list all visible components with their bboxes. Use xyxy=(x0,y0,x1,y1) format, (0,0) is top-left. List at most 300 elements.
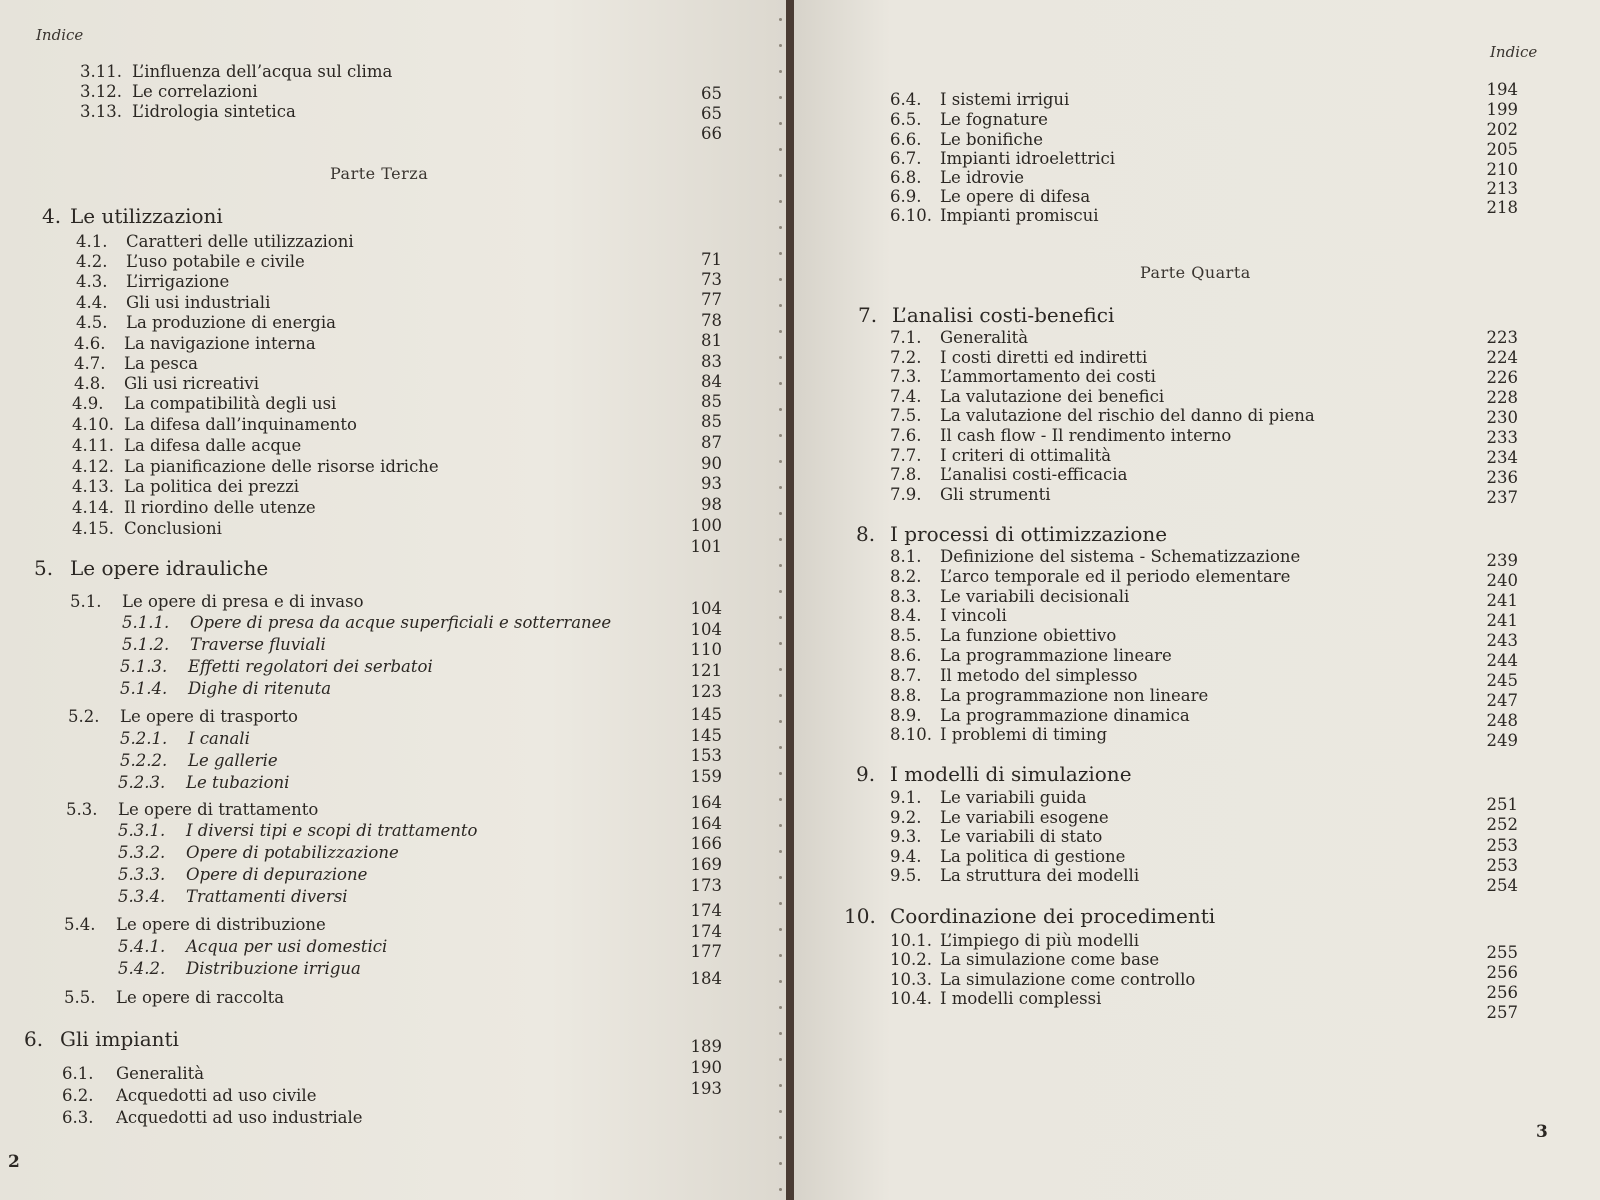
entry-title: La funzione obiettivo xyxy=(940,626,1117,645)
entry-title: Le variabili di stato xyxy=(940,827,1103,846)
entry-title: Impianti idroelettrici xyxy=(940,149,1116,168)
binding-hole xyxy=(779,226,782,229)
page-number: 85 xyxy=(701,412,722,431)
entry-number: 8. xyxy=(856,522,876,546)
binding-hole xyxy=(779,902,782,905)
page-number: 73 xyxy=(701,270,722,289)
section-entry xyxy=(76,272,229,292)
binding-hole xyxy=(779,798,782,801)
entry-number: 8.3. xyxy=(890,587,922,606)
section-entry xyxy=(890,989,1101,1009)
page-number: 210 xyxy=(1486,160,1518,179)
entry-title: Le opere di trattamento xyxy=(118,800,319,819)
page-number: 66 xyxy=(701,124,722,143)
page-number: 104 xyxy=(690,599,722,618)
page-number: 249 xyxy=(1486,731,1518,750)
entry-title: Trattamenti diversi xyxy=(186,887,348,906)
binding-hole xyxy=(779,408,782,411)
page-number: 241 xyxy=(1486,591,1518,610)
entry-number: 6.5. xyxy=(890,110,922,129)
subsection-entry xyxy=(118,887,348,907)
section-entry xyxy=(62,1108,363,1128)
page-number: 189 xyxy=(690,1037,722,1056)
entry-number: 10.4. xyxy=(890,989,932,1008)
entry-number: 10.3. xyxy=(890,970,932,989)
section-entry xyxy=(890,387,1164,407)
entry-number: 10.1. xyxy=(890,931,932,950)
page-number: 239 xyxy=(1486,551,1518,570)
entry-title: I criteri di ottimalità xyxy=(940,446,1112,465)
binding-hole xyxy=(779,148,782,151)
entry-number: 8.5. xyxy=(890,626,922,645)
section-entry xyxy=(890,646,1172,666)
section-entry xyxy=(72,519,222,539)
entry-title: L’impiego di più modelli xyxy=(940,931,1140,950)
section-entry xyxy=(890,168,1024,188)
subsection-entry xyxy=(118,821,477,841)
entry-title: I modelli di simulazione xyxy=(890,762,1132,786)
entry-title: Le tubazioni xyxy=(186,773,290,792)
page-number: 71 xyxy=(701,250,722,269)
entry-number: 6.9. xyxy=(890,187,922,206)
page-number: 145 xyxy=(690,705,722,724)
binding-hole xyxy=(779,668,782,671)
entry-title: Le variabili decisionali xyxy=(940,587,1130,606)
entry-number: 6.3. xyxy=(62,1108,94,1127)
page-number: 254 xyxy=(1486,876,1518,895)
page-number: 159 xyxy=(690,767,722,786)
section-entry xyxy=(72,415,357,435)
part-title: Parte Quarta xyxy=(1140,263,1251,282)
chapter-entry xyxy=(844,904,1215,928)
entry-title: Generalità xyxy=(116,1064,205,1083)
entry-title: L’analisi costi-benefici xyxy=(892,303,1115,327)
right-page xyxy=(794,0,1600,1200)
entry-number: 7.5. xyxy=(890,406,922,425)
entry-number: 5.3.4. xyxy=(118,887,166,906)
page-number: 228 xyxy=(1486,388,1518,407)
entry-title: Le opere di distribuzione xyxy=(116,915,326,934)
subsection-entry xyxy=(120,729,250,749)
binding-hole xyxy=(779,174,782,177)
page-number: 81 xyxy=(701,331,722,350)
entry-title: La valutazione dei benefici xyxy=(940,387,1165,406)
page-number: 237 xyxy=(1486,488,1518,507)
page-number: 193 xyxy=(690,1079,722,1098)
binding-hole xyxy=(779,1136,782,1139)
page-number: 77 xyxy=(701,290,722,309)
page-number: 98 xyxy=(701,495,722,514)
entry-title: Opere di potabilizzazione xyxy=(186,843,399,862)
entry-number: 4.15. xyxy=(72,519,114,538)
section-entry xyxy=(890,426,1231,446)
subsection-entry xyxy=(122,635,326,655)
entry-number: 8.4. xyxy=(890,606,922,625)
page-number: 65 xyxy=(701,104,722,123)
entry-number: 4.3. xyxy=(76,272,108,291)
section-entry xyxy=(890,666,1137,686)
page-number: 90 xyxy=(701,454,722,473)
entry-number: 8.6. xyxy=(890,646,922,665)
page-number: 244 xyxy=(1486,651,1518,670)
entry-number: 6.10. xyxy=(890,206,932,225)
entry-number: 4.10. xyxy=(72,415,114,434)
entry-title: L’ammortamento dei costi xyxy=(940,367,1156,386)
page-number: 121 xyxy=(690,661,722,680)
page-number: 245 xyxy=(1486,671,1518,690)
entry-title: La programmazione non lineare xyxy=(940,686,1209,705)
entry-number: 5.4.1. xyxy=(118,937,166,956)
page-number: 230 xyxy=(1486,408,1518,427)
page-number: 251 xyxy=(1486,795,1518,814)
binding-hole xyxy=(779,1006,782,1009)
section-entry xyxy=(890,827,1102,847)
section-entry xyxy=(890,110,1048,130)
entry-title: L’analisi costi-efficacia xyxy=(940,465,1128,484)
entry-title: Le fognature xyxy=(940,110,1048,129)
page-number: 256 xyxy=(1486,963,1518,982)
binding-hole xyxy=(779,824,782,827)
binding-hole xyxy=(779,512,782,515)
page-number: 233 xyxy=(1486,428,1518,447)
entry-number: 7.3. xyxy=(890,367,922,386)
page-number: 164 xyxy=(690,814,722,833)
section-entry xyxy=(62,1086,316,1106)
section-entry xyxy=(890,446,1111,466)
binding-hole xyxy=(779,746,782,749)
section-entry xyxy=(890,90,1069,110)
entry-title: Coordinazione dei procedimenti xyxy=(890,904,1216,928)
entry-title: La navigazione interna xyxy=(124,334,316,353)
binding-hole xyxy=(779,876,782,879)
entry-number: 7.6. xyxy=(890,426,922,445)
entry-number: 5. xyxy=(34,556,54,580)
page-number: 257 xyxy=(1486,1003,1518,1022)
entry-title: Traverse fluviali xyxy=(190,635,326,654)
left-page xyxy=(0,0,786,1200)
page-number: 218 xyxy=(1486,198,1518,217)
page-number: 234 xyxy=(1486,448,1518,467)
entry-number: 4.2. xyxy=(76,252,108,271)
subsection-entry xyxy=(120,679,331,699)
section-entry xyxy=(890,485,1051,505)
section-entry xyxy=(62,1064,204,1084)
entry-number: 4.6. xyxy=(74,334,106,353)
section-entry xyxy=(72,457,439,477)
entry-title: Il riordino delle utenze xyxy=(124,498,316,517)
entry-number: 5.1.4. xyxy=(120,679,168,698)
entry-title: Le opere idrauliche xyxy=(70,556,269,580)
entry-number: 9.5. xyxy=(890,866,922,885)
page-number: 240 xyxy=(1486,571,1518,590)
entry-title: Le idrovie xyxy=(940,168,1024,187)
binding-hole xyxy=(779,278,782,281)
subsection-entry xyxy=(120,657,433,677)
entry-number: 4.7. xyxy=(74,354,106,373)
running-header: Indice xyxy=(1490,43,1538,61)
entry-number: 4.4. xyxy=(76,293,108,312)
page-number: 177 xyxy=(690,942,722,961)
binding-hole xyxy=(779,44,782,47)
entry-title: L’arco temporale ed il periodo elementare xyxy=(940,567,1291,586)
section-entry xyxy=(890,626,1116,646)
section-entry xyxy=(80,82,258,102)
section-entry xyxy=(890,348,1147,368)
entry-number: 5.3.3. xyxy=(118,865,166,884)
entry-number: 5.1.2. xyxy=(122,635,170,654)
page-number: 169 xyxy=(690,855,722,874)
chapter-entry xyxy=(42,204,223,228)
section-entry xyxy=(74,334,316,354)
page-number: 236 xyxy=(1486,468,1518,487)
entry-number: 4.1. xyxy=(76,232,108,251)
section-entry xyxy=(72,394,336,414)
page-number: 174 xyxy=(690,901,722,920)
entry-number: 3.12. xyxy=(80,82,122,101)
section-entry xyxy=(890,547,1300,567)
section-entry xyxy=(890,465,1127,485)
entry-number: 8.2. xyxy=(890,567,922,586)
entry-title: Le variabili esogene xyxy=(940,808,1109,827)
section-entry xyxy=(72,436,301,456)
entry-number: 4.5. xyxy=(76,313,108,332)
section-entry xyxy=(80,62,392,82)
page-number: 104 xyxy=(690,620,722,639)
page-number: 83 xyxy=(701,352,722,371)
section-entry xyxy=(80,102,296,122)
binding-hole xyxy=(779,96,782,99)
page-number: 184 xyxy=(690,969,722,988)
binding-hole xyxy=(779,1162,782,1165)
entry-title: Generalità xyxy=(940,328,1029,347)
entry-title: I canali xyxy=(188,729,250,748)
entry-title: Acquedotti ad uso industriale xyxy=(116,1108,363,1127)
binding-hole xyxy=(779,850,782,853)
entry-title: Acquedotti ad uso civile xyxy=(116,1086,317,1105)
entry-number: 10. xyxy=(844,904,876,928)
section-entry xyxy=(890,187,1090,207)
entry-number: 8.9. xyxy=(890,706,922,725)
entry-number: 4.14. xyxy=(72,498,114,517)
section-entry xyxy=(890,788,1087,808)
binding-hole xyxy=(779,434,782,437)
subsection-entry xyxy=(118,937,387,957)
entry-number: 8.7. xyxy=(890,666,922,685)
entry-number: 7.2. xyxy=(890,348,922,367)
section-entry xyxy=(76,232,354,252)
running-header: Indice xyxy=(36,26,84,44)
binding-hole xyxy=(779,330,782,333)
entry-number: 6.7. xyxy=(890,149,922,168)
chapter-entry xyxy=(34,556,268,580)
section-entry xyxy=(890,567,1290,587)
page-number: 173 xyxy=(690,876,722,895)
entry-number: 5.2.1. xyxy=(120,729,168,748)
section-entry xyxy=(76,252,305,272)
binding-hole xyxy=(779,590,782,593)
entry-number: 3.11. xyxy=(80,62,122,81)
entry-title: Caratteri delle utilizzazioni xyxy=(126,232,354,251)
section-entry xyxy=(64,988,284,1008)
page-number: 253 xyxy=(1486,856,1518,875)
entry-title: Il cash flow - Il rendimento interno xyxy=(940,426,1232,445)
entry-number: 5.1. xyxy=(70,592,102,611)
entry-number: 8.8. xyxy=(890,686,922,705)
page-number: 241 xyxy=(1486,611,1518,630)
section-entry xyxy=(70,592,364,612)
entry-title: La compatibilità degli usi xyxy=(124,394,337,413)
entry-title: L’idrologia sintetica xyxy=(132,102,296,121)
entry-number: 6.1. xyxy=(62,1064,94,1083)
page-number: 255 xyxy=(1486,943,1518,962)
subsection-entry xyxy=(120,751,278,771)
entry-title: Le opere di raccolta xyxy=(116,988,285,1007)
binding-hole xyxy=(779,772,782,775)
section-entry xyxy=(890,606,1007,626)
entry-number: 4. xyxy=(42,204,62,228)
entry-title: La pesca xyxy=(124,354,198,373)
section-entry xyxy=(890,847,1125,867)
entry-number: 4.8. xyxy=(74,374,106,393)
entry-title: La difesa dalle acque xyxy=(124,436,302,455)
entry-number: 9.3. xyxy=(890,827,922,846)
page-number: 194 xyxy=(1486,80,1518,99)
page-number: 253 xyxy=(1486,836,1518,855)
entry-number: 10.2. xyxy=(890,950,932,969)
binding-hole xyxy=(779,720,782,723)
entry-title: Le variabili guida xyxy=(940,788,1087,807)
entry-title: Definizione del sistema - Schematizzazione xyxy=(940,547,1301,566)
entry-number: 6. xyxy=(24,1027,44,1051)
binding-hole xyxy=(779,1058,782,1061)
binding-hole xyxy=(779,122,782,125)
binding-hole xyxy=(779,694,782,697)
page-number: 93 xyxy=(701,474,722,493)
binding-hole xyxy=(779,70,782,73)
entry-title: Le correlazioni xyxy=(132,82,258,101)
entry-title: Le opere di difesa xyxy=(940,187,1091,206)
page-number: 145 xyxy=(690,726,722,745)
section-entry xyxy=(66,800,318,820)
entry-title: L’influenza dell’acqua sul clima xyxy=(132,62,393,81)
entry-title: La simulazione come base xyxy=(940,950,1160,969)
page-number: 87 xyxy=(701,433,722,452)
page-number: 164 xyxy=(690,793,722,812)
section-entry xyxy=(890,206,1099,226)
section-entry xyxy=(890,706,1190,726)
entry-number: 8.1. xyxy=(890,547,922,566)
page-number: 199 xyxy=(1486,100,1518,119)
page-number: 101 xyxy=(690,537,722,556)
entry-title: Gli impianti xyxy=(60,1027,179,1051)
binding-hole xyxy=(779,954,782,957)
entry-title: Opere di presa da acque superficiali e sotterranee xyxy=(190,613,612,632)
entry-number: 9.4. xyxy=(890,847,922,866)
binding-hole xyxy=(779,1110,782,1113)
entry-title: L’uso potabile e civile xyxy=(126,252,305,271)
page-number: 243 xyxy=(1486,631,1518,650)
page-number: 190 xyxy=(690,1058,722,1077)
page-number: 213 xyxy=(1486,179,1518,198)
subsection-entry xyxy=(118,773,289,793)
binding-hole xyxy=(779,642,782,645)
section-entry xyxy=(890,130,1043,150)
entry-title: I costi diretti ed indiretti xyxy=(940,348,1148,367)
entry-title: Le opere di trasporto xyxy=(120,707,298,726)
entry-number: 9. xyxy=(856,762,876,786)
section-entry xyxy=(890,149,1115,169)
binding-hole xyxy=(779,486,782,489)
entry-title: I vincoli xyxy=(940,606,1007,625)
entry-title: La politica di gestione xyxy=(940,847,1126,866)
entry-title: I modelli complessi xyxy=(940,989,1102,1008)
section-entry xyxy=(890,970,1195,990)
entry-number: 7.4. xyxy=(890,387,922,406)
page-folio: 3 xyxy=(1536,1122,1548,1142)
binding-hole xyxy=(779,18,782,21)
page-number: 223 xyxy=(1486,328,1518,347)
binding-hole xyxy=(779,304,782,307)
entry-number: 5.3. xyxy=(66,800,98,819)
entry-title: Il metodo del simplesso xyxy=(940,666,1138,685)
entry-number: 4.9. xyxy=(72,394,104,413)
binding-hole xyxy=(779,1188,782,1191)
binding-hole xyxy=(779,538,782,541)
entry-title: Effetti regolatori dei serbatoi xyxy=(188,657,433,676)
entry-title: I problemi di timing xyxy=(940,725,1108,744)
entry-number: 9.1. xyxy=(890,788,922,807)
entry-number: 5.1.3. xyxy=(120,657,168,676)
entry-number: 4.13. xyxy=(72,477,114,496)
book-gutter xyxy=(786,0,794,1200)
entry-number: 5.2.2. xyxy=(120,751,168,770)
section-entry xyxy=(890,808,1109,828)
entry-number: 5.4.2. xyxy=(118,959,166,978)
page-number: 226 xyxy=(1486,368,1518,387)
section-entry xyxy=(890,686,1208,706)
section-entry xyxy=(64,915,326,935)
entry-title: Le bonifiche xyxy=(940,130,1044,149)
section-entry xyxy=(890,328,1028,348)
page-number: 166 xyxy=(690,834,722,853)
entry-title: La pianificazione delle risorse idriche xyxy=(124,457,439,476)
section-entry xyxy=(890,406,1315,426)
entry-number: 4.12. xyxy=(72,457,114,476)
section-entry xyxy=(72,498,316,518)
page-number: 85 xyxy=(701,392,722,411)
page-folio: 2 xyxy=(8,1152,20,1172)
binding-hole xyxy=(779,1032,782,1035)
page-number: 110 xyxy=(690,640,722,659)
entry-title: La valutazione del rischio del danno di piena xyxy=(940,406,1315,425)
entry-title: L’irrigazione xyxy=(126,272,230,291)
binding-hole xyxy=(779,1084,782,1087)
page-number: 224 xyxy=(1486,348,1518,367)
section-entry xyxy=(76,313,336,333)
section-entry xyxy=(890,950,1159,970)
entry-number: 7.8. xyxy=(890,465,922,484)
subsection-entry xyxy=(118,843,399,863)
binding-hole xyxy=(779,928,782,931)
entry-number: 5.4. xyxy=(64,915,96,934)
entry-number: 5.2.3. xyxy=(118,773,166,792)
entry-title: La struttura dei modelli xyxy=(940,866,1140,885)
entry-title: Acqua per usi domestici xyxy=(186,937,388,956)
binding-hole xyxy=(779,460,782,463)
entry-number: 6.8. xyxy=(890,168,922,187)
entry-number: 7. xyxy=(858,303,878,327)
binding-hole xyxy=(779,382,782,385)
